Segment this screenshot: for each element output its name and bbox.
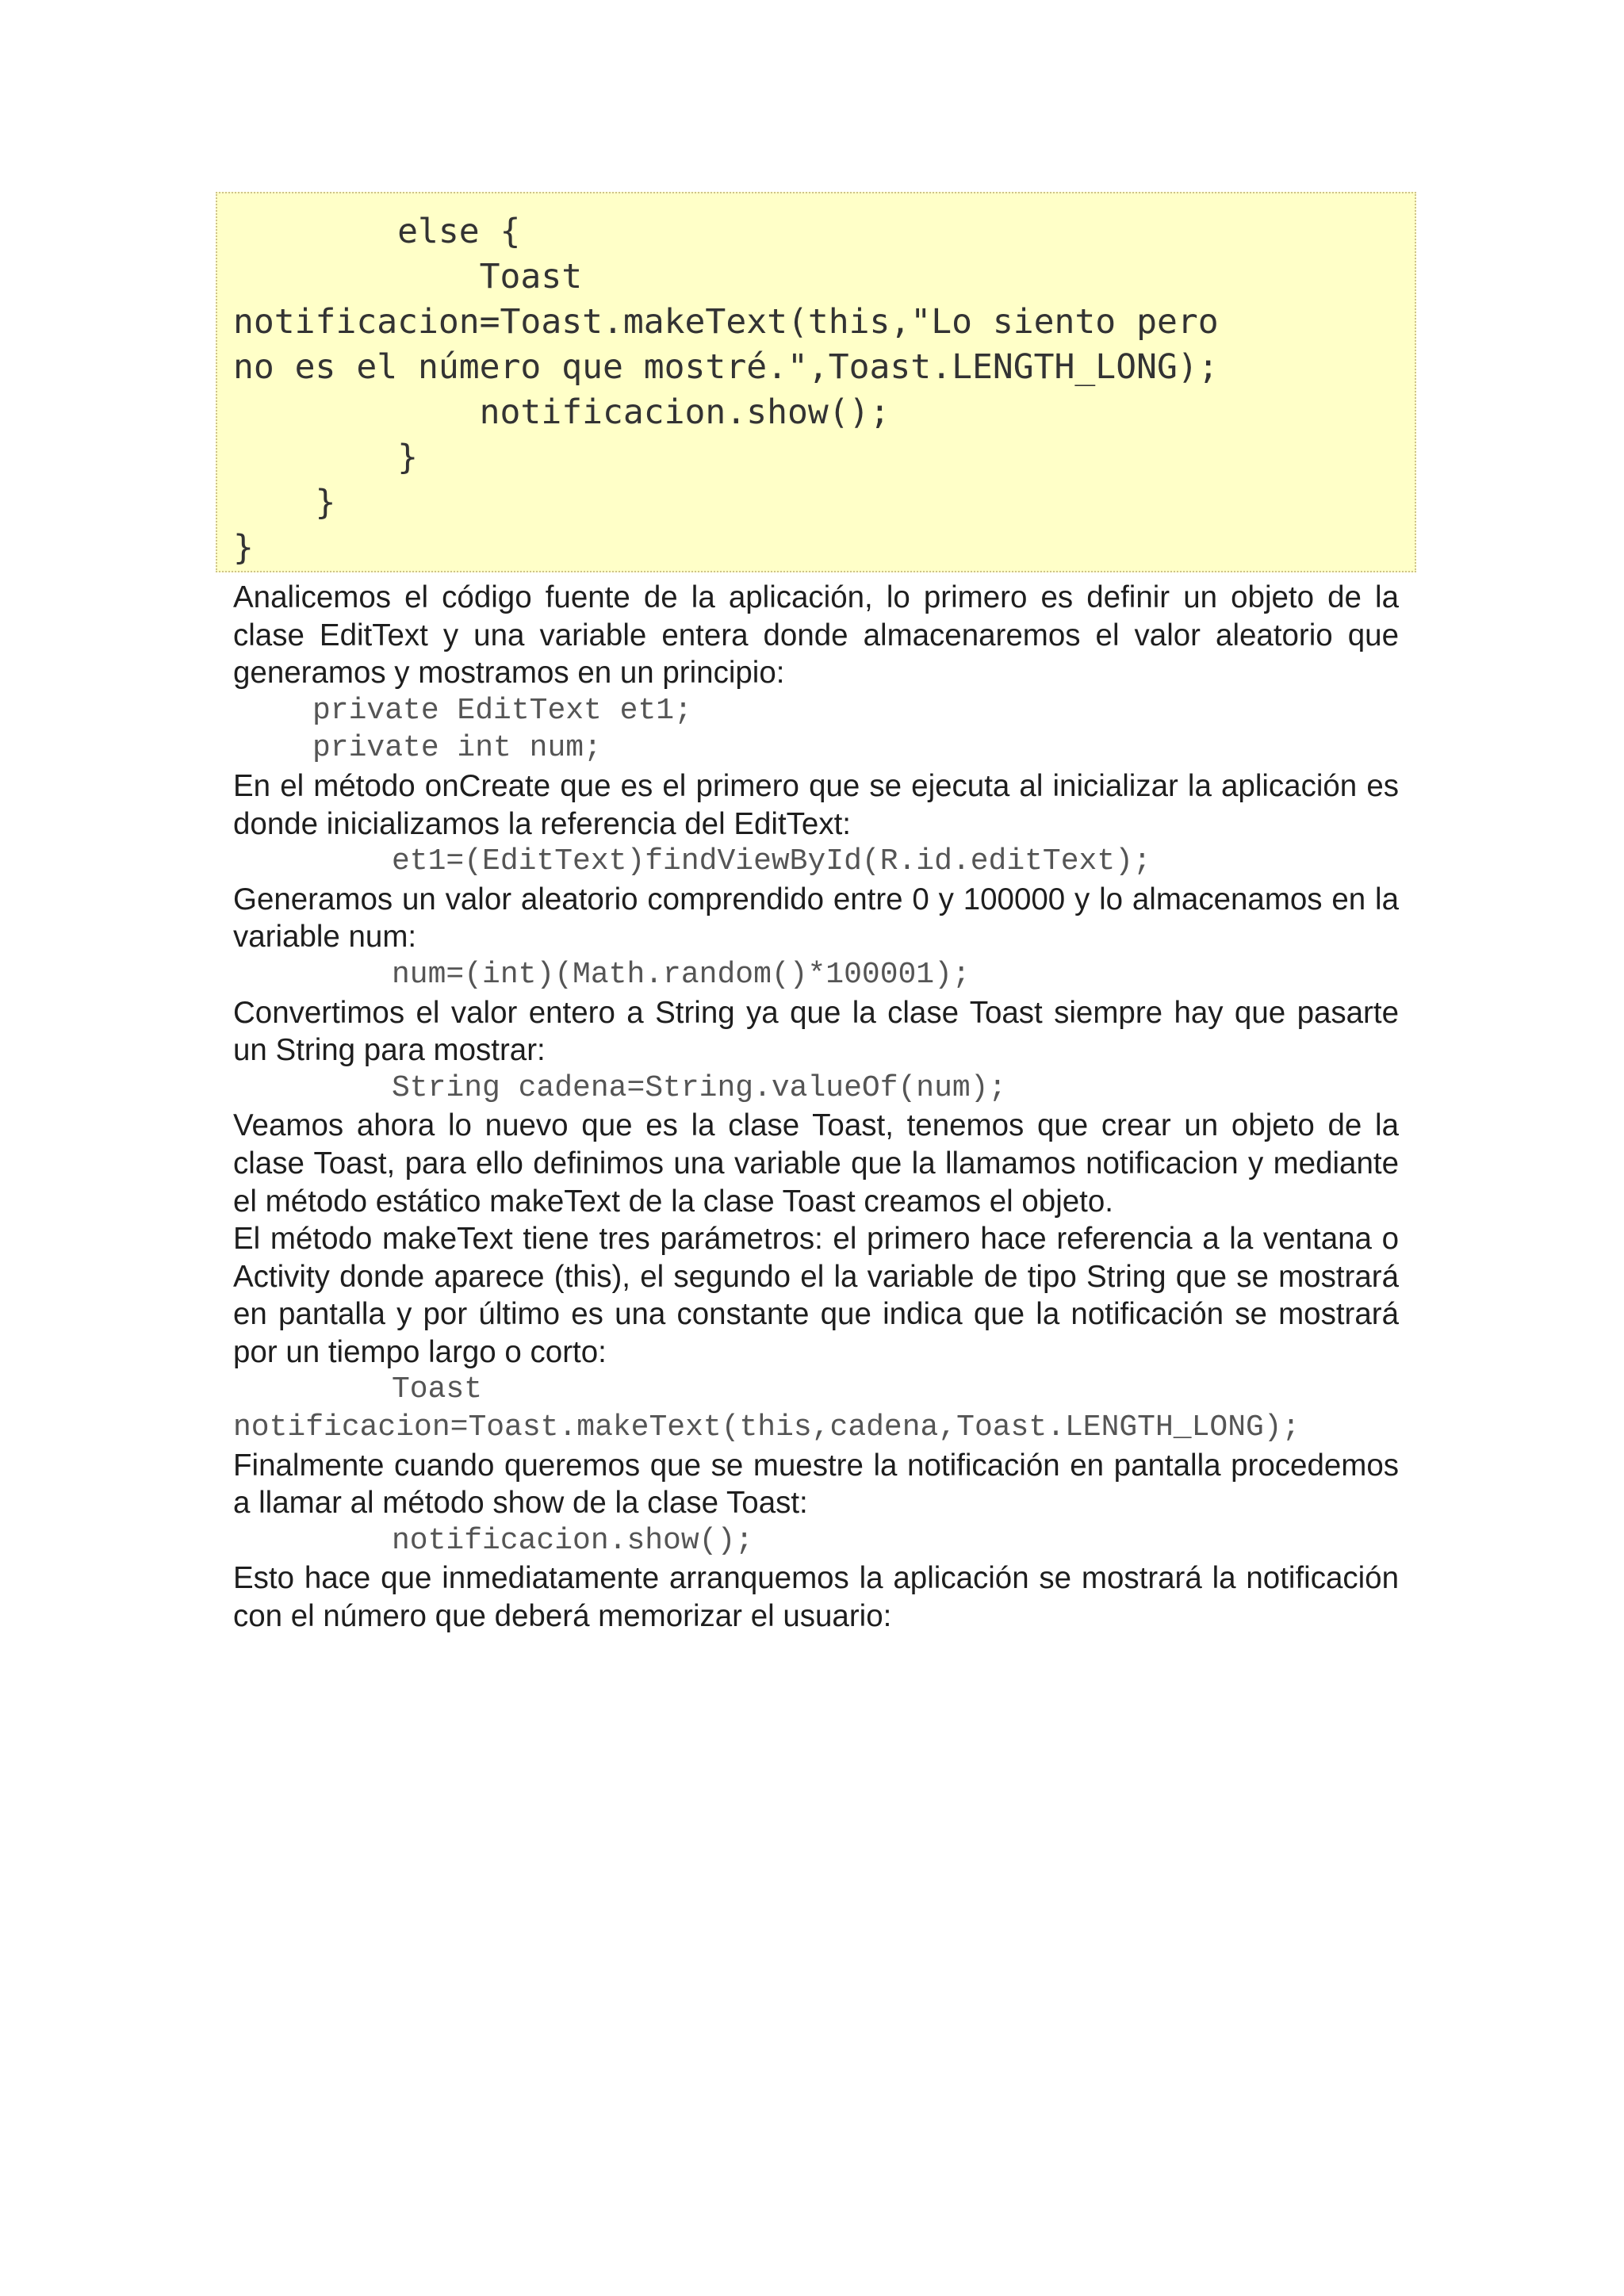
code-line-toast-type: Toast: [392, 1372, 483, 1407]
code-line-num-declaration: private int num;: [312, 731, 602, 766]
code-snippet-text: else { Toast notificacion=Toast.makeText(this,"Lo siento pero no es el número que mostré.",Toast.LENGTH_LONG); notificacion.show(); } } }: [233, 212, 1219, 568]
paragraph-show-method: Finalmente cuando queremos que se muestre la notificación en pantalla procedemos a llamar al método show de la clase Toast:: [233, 1448, 1399, 1521]
paragraph-maketext-params: El método makeText tiene tres parámetros: el primero hace referencia a la ventana o Activity donde aparece (this), el segundo el la variable de tipo String que se mostrará en pantalla y por último es una constante que indica que la notificación se mostrará por un tiempo largo o corto:: [233, 1222, 1399, 1369]
code-line-valueof: String cadena=String.valueOf(num);: [392, 1070, 1007, 1105]
paragraph-toast-class: Veamos ahora lo nuevo que es la clase Toast, tenemos que crear un objeto de la clase Toast, para ello definimos una variable que la llamamos notificacion y mediante el método estático makeText de la clase Toast creamos el objeto.: [233, 1108, 1399, 1219]
paragraph-oncreate: En el método onCreate que es el primero que se ejecuta al inicializar la aplicación es donde inicializamos la referencia del EditText:: [233, 768, 1399, 841]
code-line-show-call: notificacion.show();: [392, 1523, 754, 1558]
code-snippet-box: [216, 192, 1416, 572]
code-line-edittext-declaration: private EditText et1;: [312, 693, 692, 728]
paragraph-conclusion: Esto hace que inmediatamente arranquemos la aplicación se mostrará la notificación con el número que deberá memorizar el usuario:: [233, 1561, 1399, 1634]
code-line-maketext-call: notificacion=Toast.makeText(this,cadena,Toast.LENGTH_LONG);: [233, 1410, 1300, 1445]
paragraph-random-value: Generamos un valor aleatorio comprendido entre 0 y 100000 y lo almacenamos en la variable num:: [233, 882, 1399, 955]
paragraph-intro: Analicemos el código fuente de la aplicación, lo primero es definir un objeto de la clase EditText y una variable entera donde almacenaremos el valor aleatorio que generamos y mostramos en un principio:: [233, 580, 1399, 691]
document-body: [233, 579, 1399, 1636]
paragraph-convert-string: Convertimos el valor entero a String ya que la clase Toast siempre hay que pasarte un String para mostrar:: [233, 995, 1399, 1068]
code-line-math-random: num=(int)(Math.random()*100001);: [392, 957, 971, 992]
code-line-findviewbyid: et1=(EditText)findViewById(R.id.editText);: [392, 844, 1151, 879]
